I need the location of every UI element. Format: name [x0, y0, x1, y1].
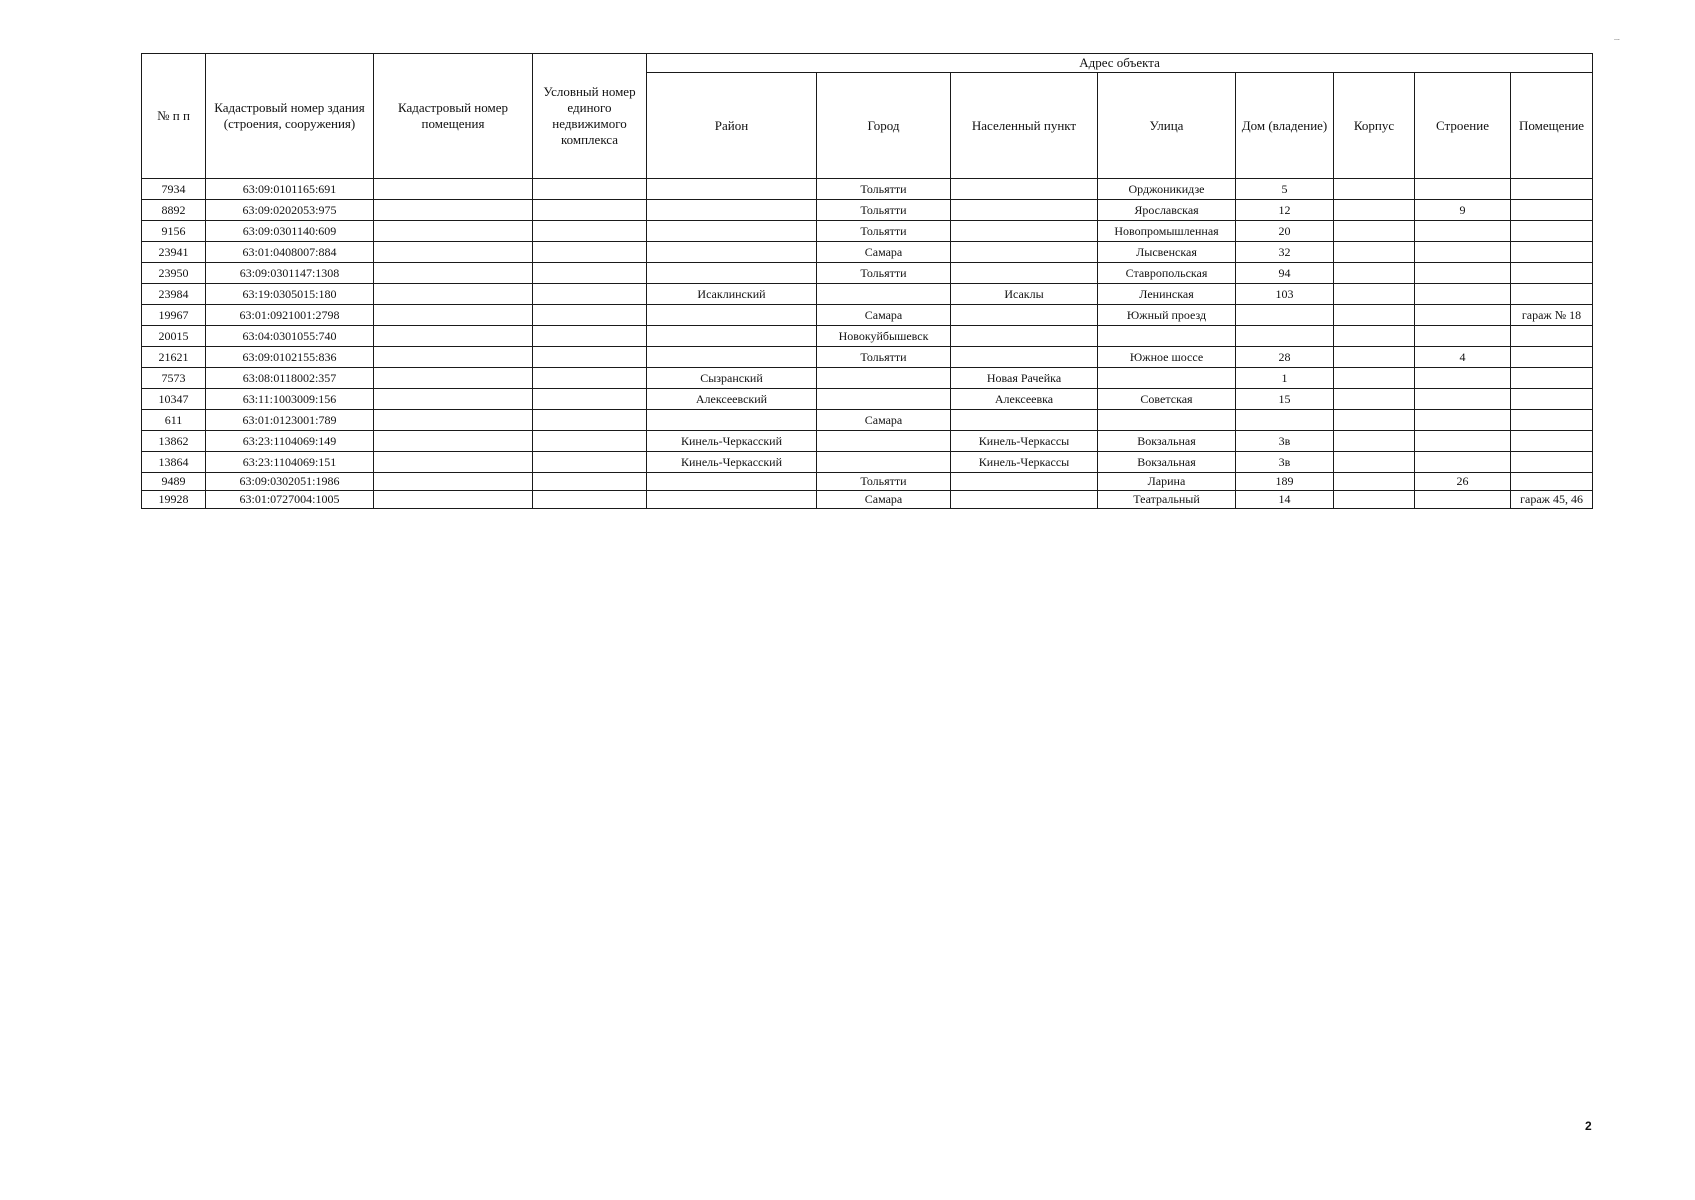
cell-street: Ленинская — [1098, 284, 1236, 305]
cell-district: Сызранский — [647, 368, 817, 389]
cell-street: Новопромышленная — [1098, 221, 1236, 242]
cell-house: 3в — [1236, 431, 1334, 452]
cell-city — [817, 284, 951, 305]
cell-street: Южный проезд — [1098, 305, 1236, 326]
cell-street — [1098, 326, 1236, 347]
cell-complex-number — [533, 305, 647, 326]
cell-house: 14 — [1236, 491, 1334, 509]
cell-building-cadastral-number: 63:09:0302051:1986 — [206, 473, 374, 491]
cell-settlement — [951, 410, 1098, 431]
cell-street: Ларина — [1098, 473, 1236, 491]
cell-building-cadastral-number: 63:09:0102155:836 — [206, 347, 374, 368]
header-city: Город — [817, 73, 951, 179]
cell-building — [1415, 410, 1511, 431]
cell-street: Лысвенская — [1098, 242, 1236, 263]
cell-complex-number — [533, 284, 647, 305]
cell-settlement — [951, 491, 1098, 509]
cell-number: 7934 — [142, 179, 206, 200]
cell-room-cadastral-number — [374, 284, 533, 305]
cell-complex-number — [533, 347, 647, 368]
cell-city: Тольятти — [817, 473, 951, 491]
cell-house: 3в — [1236, 452, 1334, 473]
cell-street: Вокзальная — [1098, 431, 1236, 452]
cell-building — [1415, 389, 1511, 410]
cell-district: Алексеевский — [647, 389, 817, 410]
cell-complex-number — [533, 410, 647, 431]
table-row — [142, 326, 1593, 347]
table-row — [142, 179, 1593, 200]
cell-house: 189 — [1236, 473, 1334, 491]
cell-number: 23950 — [142, 263, 206, 284]
cell-room — [1511, 389, 1593, 410]
table-row — [142, 452, 1593, 473]
header-number: № п п — [142, 54, 206, 179]
cell-district: Кинель-Черкасский — [647, 431, 817, 452]
header-settlement: Населенный пункт — [951, 73, 1098, 179]
cell-korpus — [1334, 452, 1415, 473]
cell-number: 20015 — [142, 326, 206, 347]
cell-building — [1415, 326, 1511, 347]
cell-korpus — [1334, 221, 1415, 242]
cell-city — [817, 389, 951, 410]
cell-building — [1415, 221, 1511, 242]
property-registry-table — [141, 53, 1593, 509]
table-header-row — [142, 54, 1593, 73]
cell-district — [647, 410, 817, 431]
cell-building-cadastral-number: 63:09:0301140:609 — [206, 221, 374, 242]
cell-room — [1511, 284, 1593, 305]
cell-settlement — [951, 242, 1098, 263]
table-row — [142, 431, 1593, 452]
cell-korpus — [1334, 389, 1415, 410]
header-district: Район — [647, 73, 817, 179]
table-row — [142, 368, 1593, 389]
cell-city: Тольятти — [817, 347, 951, 368]
cell-building-cadastral-number: 63:23:1104069:149 — [206, 431, 374, 452]
table-row — [142, 263, 1593, 284]
cell-street: Театральный — [1098, 491, 1236, 509]
cell-building-cadastral-number: 63:11:1003009:156 — [206, 389, 374, 410]
cell-number: 13864 — [142, 452, 206, 473]
table-row — [142, 242, 1593, 263]
cell-room-cadastral-number — [374, 263, 533, 284]
cell-room — [1511, 368, 1593, 389]
table-row — [142, 410, 1593, 431]
cell-settlement: Алексеевка — [951, 389, 1098, 410]
cell-building — [1415, 431, 1511, 452]
cell-building-cadastral-number: 63:01:0727004:1005 — [206, 491, 374, 509]
cell-district — [647, 473, 817, 491]
cell-house — [1236, 410, 1334, 431]
cell-room-cadastral-number — [374, 431, 533, 452]
cell-house: 28 — [1236, 347, 1334, 368]
cell-room — [1511, 263, 1593, 284]
cell-building-cadastral-number: 63:08:0118002:357 — [206, 368, 374, 389]
cell-complex-number — [533, 200, 647, 221]
cell-settlement — [951, 221, 1098, 242]
header-street: Улица — [1098, 73, 1236, 179]
cell-building-cadastral-number: 63:01:0123001:789 — [206, 410, 374, 431]
cell-house — [1236, 305, 1334, 326]
cell-street: Ставропольская — [1098, 263, 1236, 284]
cell-complex-number — [533, 179, 647, 200]
cell-building — [1415, 452, 1511, 473]
cell-city — [817, 431, 951, 452]
cell-street: Вокзальная — [1098, 452, 1236, 473]
cell-house: 103 — [1236, 284, 1334, 305]
cell-room — [1511, 347, 1593, 368]
cell-district — [647, 263, 817, 284]
cell-building: 9 — [1415, 200, 1511, 221]
cell-number: 9156 — [142, 221, 206, 242]
cell-building-cadastral-number: 63:19:0305015:180 — [206, 284, 374, 305]
cell-district — [647, 200, 817, 221]
cell-room-cadastral-number — [374, 221, 533, 242]
cell-room-cadastral-number — [374, 305, 533, 326]
cell-house: 20 — [1236, 221, 1334, 242]
cell-district — [647, 242, 817, 263]
cell-number: 10347 — [142, 389, 206, 410]
cell-korpus — [1334, 410, 1415, 431]
cell-korpus — [1334, 347, 1415, 368]
cell-street: Орджоникидзе — [1098, 179, 1236, 200]
cell-room — [1511, 326, 1593, 347]
cell-building-cadastral-number: 63:23:1104069:151 — [206, 452, 374, 473]
cell-building — [1415, 263, 1511, 284]
table-row — [142, 473, 1593, 491]
cell-building-cadastral-number: 63:09:0301147:1308 — [206, 263, 374, 284]
cell-house: 5 — [1236, 179, 1334, 200]
page-header-note: ... — [1614, 34, 1620, 42]
cell-district — [647, 221, 817, 242]
cell-district — [647, 491, 817, 509]
cell-korpus — [1334, 200, 1415, 221]
table-row — [142, 284, 1593, 305]
cell-complex-number — [533, 452, 647, 473]
cell-complex-number — [533, 473, 647, 491]
cell-street — [1098, 410, 1236, 431]
cell-number: 23984 — [142, 284, 206, 305]
cell-settlement — [951, 200, 1098, 221]
table-row — [142, 221, 1593, 242]
header-building-cadastral-number: Кадастровый номер здания (строения, сооружения) — [206, 54, 374, 179]
cell-room — [1511, 431, 1593, 452]
cell-settlement: Кинель-Черкассы — [951, 431, 1098, 452]
cell-number: 23941 — [142, 242, 206, 263]
page-number: 2 — [1585, 1119, 1592, 1133]
cell-city: Самара — [817, 242, 951, 263]
cell-room-cadastral-number — [374, 473, 533, 491]
header-korpus: Корпус — [1334, 73, 1415, 179]
cell-street — [1098, 368, 1236, 389]
table-row — [142, 305, 1593, 326]
cell-korpus — [1334, 368, 1415, 389]
cell-room — [1511, 473, 1593, 491]
cell-street: Южное шоссе — [1098, 347, 1236, 368]
cell-district: Исаклинский — [647, 284, 817, 305]
cell-building-cadastral-number: 63:09:0202053:975 — [206, 200, 374, 221]
cell-korpus — [1334, 326, 1415, 347]
cell-district — [647, 347, 817, 368]
cell-korpus — [1334, 431, 1415, 452]
cell-complex-number — [533, 326, 647, 347]
cell-building-cadastral-number: 63:04:0301055:740 — [206, 326, 374, 347]
cell-complex-number — [533, 242, 647, 263]
table-row — [142, 491, 1593, 509]
cell-house: 1 — [1236, 368, 1334, 389]
cell-city: Самара — [817, 491, 951, 509]
cell-room-cadastral-number — [374, 200, 533, 221]
cell-building: 26 — [1415, 473, 1511, 491]
cell-room: гараж 45, 46 — [1511, 491, 1593, 509]
cell-city — [817, 368, 951, 389]
cell-settlement — [951, 179, 1098, 200]
cell-room-cadastral-number — [374, 410, 533, 431]
cell-settlement — [951, 326, 1098, 347]
table-row — [142, 347, 1593, 368]
cell-complex-number — [533, 389, 647, 410]
cell-korpus — [1334, 491, 1415, 509]
cell-room-cadastral-number — [374, 326, 533, 347]
cell-number: 19967 — [142, 305, 206, 326]
cell-room: гараж № 18 — [1511, 305, 1593, 326]
table-body — [142, 179, 1593, 509]
cell-number: 611 — [142, 410, 206, 431]
cell-district — [647, 305, 817, 326]
cell-street: Советская — [1098, 389, 1236, 410]
cell-room-cadastral-number — [374, 452, 533, 473]
cell-district: Кинель-Черкасский — [647, 452, 817, 473]
cell-room — [1511, 200, 1593, 221]
header-address-group: Адрес объекта — [647, 54, 1593, 73]
cell-street: Ярославская — [1098, 200, 1236, 221]
cell-house: 12 — [1236, 200, 1334, 221]
header-complex-number: Условный номер единого недвижимого комплекса — [533, 54, 647, 179]
cell-room-cadastral-number — [374, 179, 533, 200]
cell-district — [647, 326, 817, 347]
cell-number: 21621 — [142, 347, 206, 368]
cell-city: Тольятти — [817, 221, 951, 242]
header-room: Помещение — [1511, 73, 1593, 179]
cell-room-cadastral-number — [374, 242, 533, 263]
cell-number: 8892 — [142, 200, 206, 221]
cell-room — [1511, 242, 1593, 263]
cell-city: Самара — [817, 305, 951, 326]
cell-complex-number — [533, 368, 647, 389]
cell-building — [1415, 179, 1511, 200]
cell-room — [1511, 452, 1593, 473]
cell-complex-number — [533, 491, 647, 509]
cell-house: 15 — [1236, 389, 1334, 410]
cell-room — [1511, 221, 1593, 242]
cell-number: 13862 — [142, 431, 206, 452]
cell-settlement — [951, 347, 1098, 368]
cell-room-cadastral-number — [374, 368, 533, 389]
cell-settlement: Новая Рачейка — [951, 368, 1098, 389]
cell-number: 19928 — [142, 491, 206, 509]
cell-district — [647, 179, 817, 200]
cell-complex-number — [533, 263, 647, 284]
cell-city: Тольятти — [817, 179, 951, 200]
cell-number: 7573 — [142, 368, 206, 389]
header-house: Дом (владение) — [1236, 73, 1334, 179]
cell-korpus — [1334, 473, 1415, 491]
header-building: Строение — [1415, 73, 1511, 179]
cell-building-cadastral-number: 63:09:0101165:691 — [206, 179, 374, 200]
cell-room-cadastral-number — [374, 389, 533, 410]
cell-city: Тольятти — [817, 200, 951, 221]
cell-house: 94 — [1236, 263, 1334, 284]
cell-building — [1415, 284, 1511, 305]
cell-settlement — [951, 305, 1098, 326]
cell-number: 9489 — [142, 473, 206, 491]
cell-building — [1415, 368, 1511, 389]
header-room-cadastral-number: Кадастровый номер помещения — [374, 54, 533, 179]
cell-building — [1415, 242, 1511, 263]
cell-city: Новокуйбышевск — [817, 326, 951, 347]
cell-room-cadastral-number — [374, 491, 533, 509]
cell-room-cadastral-number — [374, 347, 533, 368]
cell-korpus — [1334, 263, 1415, 284]
cell-building-cadastral-number: 63:01:0408007:884 — [206, 242, 374, 263]
cell-korpus — [1334, 242, 1415, 263]
cell-settlement: Кинель-Черкассы — [951, 452, 1098, 473]
cell-room — [1511, 179, 1593, 200]
cell-korpus — [1334, 305, 1415, 326]
cell-complex-number — [533, 221, 647, 242]
cell-building — [1415, 305, 1511, 326]
cell-room — [1511, 410, 1593, 431]
table-row — [142, 200, 1593, 221]
cell-city: Тольятти — [817, 263, 951, 284]
cell-complex-number — [533, 431, 647, 452]
table-row — [142, 389, 1593, 410]
cell-settlement — [951, 473, 1098, 491]
cell-korpus — [1334, 284, 1415, 305]
cell-settlement — [951, 263, 1098, 284]
cell-city — [817, 452, 951, 473]
cell-korpus — [1334, 179, 1415, 200]
cell-settlement: Исаклы — [951, 284, 1098, 305]
cell-building — [1415, 491, 1511, 509]
cell-city: Самара — [817, 410, 951, 431]
cell-house — [1236, 326, 1334, 347]
cell-building-cadastral-number: 63:01:0921001:2798 — [206, 305, 374, 326]
cell-house: 32 — [1236, 242, 1334, 263]
cell-building: 4 — [1415, 347, 1511, 368]
